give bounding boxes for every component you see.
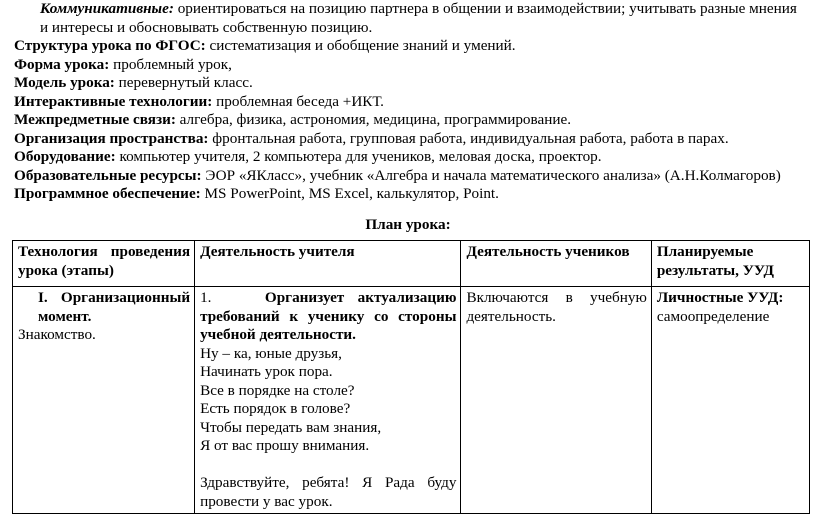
field-value: проблемная беседа +ИКТ. <box>212 92 384 110</box>
field-software <box>14 185 814 204</box>
poem-line: Все в порядке на столе? <box>200 381 355 399</box>
field-label: Форма урока: <box>14 55 110 73</box>
field-label: Образовательные ресурсы: <box>14 166 202 184</box>
field-label: Структура урока по ФГОС: <box>14 37 206 54</box>
field-value: компьютер учителя, 2 компьютера для учеников, меловая доска, проектор. <box>115 148 602 165</box>
table-row <box>13 287 810 514</box>
field-equipment <box>14 148 814 167</box>
poem-line: Я от вас прошу внимания. <box>200 437 370 454</box>
header-results: Планируемые результаты, УУД <box>651 241 809 287</box>
header-stage: Технология проведения урока (этапы) <box>13 241 195 287</box>
uud-value: самоопределение <box>656 307 770 325</box>
field-structure <box>14 37 814 56</box>
field-label: Межпредметные связи: <box>14 111 176 128</box>
stage-title: I. Организационный момент. <box>38 289 191 325</box>
teacher-task-text: Организует актуализацию требований к ученику со стороны учебной деятельности. <box>200 289 457 343</box>
field-interdisciplinary <box>14 111 814 130</box>
field-label: Организация пространства: <box>14 129 209 147</box>
stage-subtitle: Знакомство. <box>18 326 96 343</box>
communicative-text: ориентироваться на позицию партнера в общении и взаимодействии; учитывать разные мнения <box>173 0 797 17</box>
students-cell: Включаются в учебную деятельность. <box>461 287 651 514</box>
field-label: Модель урока: <box>14 74 115 91</box>
poem-line: Ну – ка, юные друзья, <box>200 344 342 362</box>
blank-line <box>200 456 456 475</box>
poem-line: Чтобы передать вам знания, <box>200 418 382 436</box>
field-value: MS PowerPoint, MS Excel, калькулятор, Point. <box>200 185 499 202</box>
field-value: проблемный урок, <box>109 55 232 73</box>
field-value: фронтальная работа, групповая работа, индивидуальная работа, работа в парах. <box>208 129 729 147</box>
uud-label: Личностные УУД: <box>656 289 784 306</box>
lesson-plan-table <box>12 240 810 514</box>
communicative-label: Коммуникативные: <box>40 0 174 17</box>
communicative-line-2: и интересы и обосновывать собственную позицию. <box>40 18 373 36</box>
field-space-organization <box>14 130 814 149</box>
teacher-task <box>200 289 456 345</box>
table-header-row <box>13 241 810 287</box>
field-label: Программное обеспечение: <box>14 185 201 202</box>
results-cell <box>651 287 809 514</box>
field-label: Оборудование: <box>14 148 116 165</box>
greeting-text: Здравствуйте, ребята! Я Рада буду провести у вас урок. <box>200 474 457 510</box>
teacher-cell <box>195 287 461 514</box>
field-interactive-tech <box>14 93 814 112</box>
field-value: систематизация и обобщение знаний и умений. <box>205 37 516 54</box>
field-form <box>14 56 814 75</box>
field-value: алгебра, физика, астрономия, медицина, программирование. <box>175 111 572 128</box>
plan-title: План урока: <box>365 216 451 233</box>
field-resources <box>14 167 814 186</box>
field-model <box>14 74 814 93</box>
poem-line: Начинать урок пора. <box>200 363 333 380</box>
lesson-intro <box>14 0 814 204</box>
field-value: перевернутый класс. <box>114 74 253 91</box>
poem-line: Есть порядок в голове? <box>200 400 351 417</box>
header-teacher: Деятельность учителя <box>195 241 461 287</box>
teacher-task-number: 1. <box>200 289 212 306</box>
field-label: Интерактивные технологии: <box>14 92 213 110</box>
header-students: Деятельность учеников <box>461 241 651 287</box>
field-value: ЭОР «ЯКласс», учебник «Алгебра и начала математического анализа» (А.Н.Колмагоров) <box>201 166 781 184</box>
communicative-line-1 <box>14 0 814 19</box>
stage-cell <box>13 287 195 514</box>
